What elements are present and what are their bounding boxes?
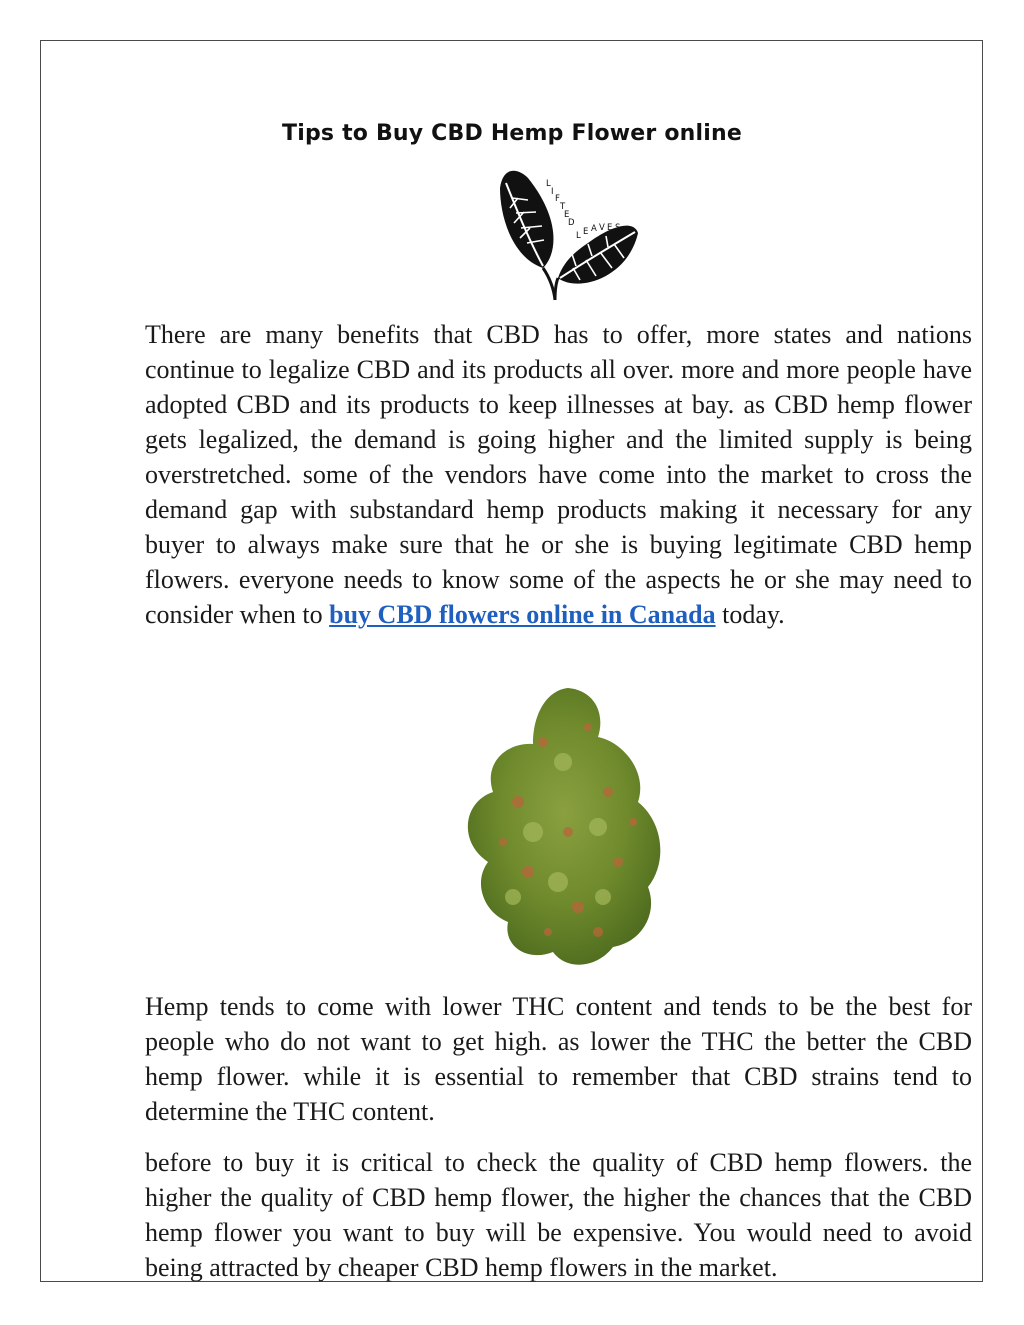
quality-paragraph: before to buy it is critical to check the quality of CBD hemp flowers. the higher the quality of CBD hemp flower, the higher the chances that the CBD hemp flower you want to buy will be expensive. You would need to avoid being attracted by cheaper CBD hemp flowers in the market. <box>145 1148 972 1282</box>
intro-text-end: today. <box>715 600 785 629</box>
intro-text: There are many benefits that CBD has to offer, more states and nations continue to legalize CBD and its products all over. more and more people have adopted CBD and its products to keep illnesses at bay. as CBD hemp flower gets legalized, the demand is going higher and the limited supply is being overstretched. some of the vendors have come into the market to cross the demand gap with substandard hemp products making it necessary for any buyer to always make sure that he or she is buying legitimate CBD hemp flowers. everyone needs to know some of the aspects he or she may need to consider when to <box>145 320 972 629</box>
hemp-flower-bud-image <box>448 682 673 972</box>
svg-text:L I F T E: L I F T E D L E A V E S <box>546 179 623 241</box>
intro-paragraph <box>145 317 972 632</box>
leaf-logo-icon <box>488 158 643 301</box>
buy-cbd-flowers-link[interactable]: buy CBD flowers online in Canada <box>329 600 716 629</box>
page-title: Tips to Buy CBD Hemp Flower online <box>282 121 742 146</box>
thc-paragraph: Hemp tends to come with lower THC content and tends to be the best for people who do not want to get high. as lower the THC the better the CBD hemp flower. while it is essential to remember that CBD strains tend to determine the THC content. <box>145 992 972 1126</box>
